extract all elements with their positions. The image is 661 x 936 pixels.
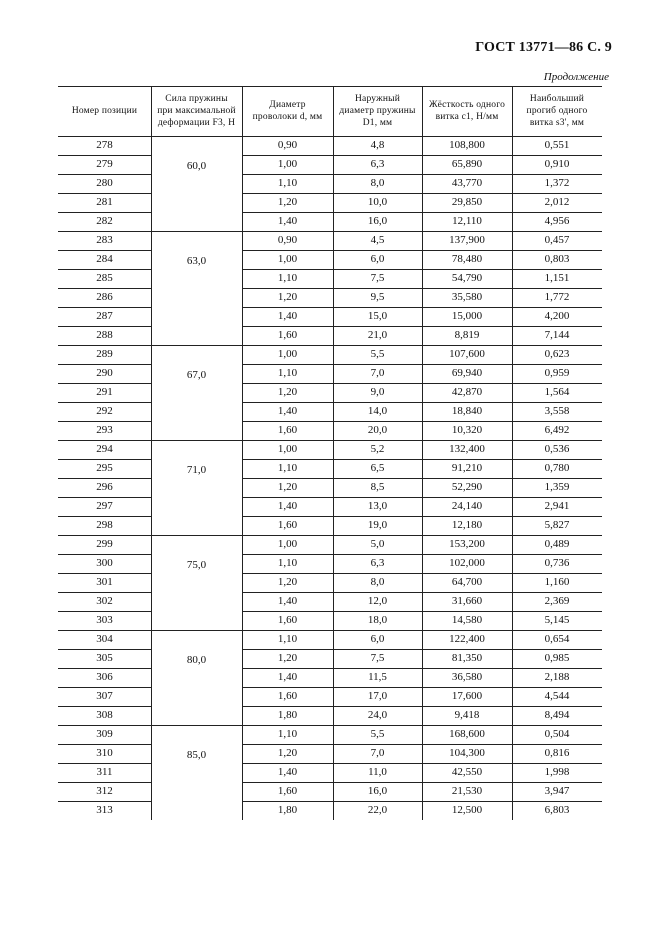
table-cell: 104,300 xyxy=(449,747,485,759)
column-header-line: деформации F3, Н xyxy=(157,118,236,128)
column-header-line: D1, мм xyxy=(362,118,393,128)
table-row xyxy=(58,421,602,440)
table-cell: 6,3 xyxy=(370,158,385,170)
table-cell: 282 xyxy=(96,215,113,227)
table-cell: 2,188 xyxy=(544,671,570,683)
table-cell: 285 xyxy=(96,272,113,284)
table-row xyxy=(58,801,602,820)
force-value: 85,0 xyxy=(186,749,207,761)
table-row xyxy=(58,782,602,801)
column-header-line: диаметр пружины xyxy=(339,106,416,116)
table-cell: 42,550 xyxy=(451,766,483,778)
table-row xyxy=(58,554,602,573)
column-header xyxy=(333,86,422,136)
table-rule xyxy=(58,86,602,87)
table-row xyxy=(58,687,602,706)
table-cell: 0,803 xyxy=(544,253,570,265)
table-cell: 153,200 xyxy=(449,538,485,550)
table-cell: 1,80 xyxy=(277,709,298,721)
table-cell: 11,0 xyxy=(368,766,387,778)
column-header xyxy=(151,86,242,136)
table-cell: 17,600 xyxy=(451,690,483,702)
table-row xyxy=(58,402,602,421)
table-cell: 288 xyxy=(96,329,113,341)
column-header-line: Диаметр xyxy=(269,100,306,110)
table-cell: 2,369 xyxy=(544,595,570,607)
table-cell: 18,840 xyxy=(451,405,483,417)
table-cell: 132,400 xyxy=(449,443,485,455)
table-row xyxy=(58,744,602,763)
table-cell: 279 xyxy=(96,158,113,170)
table-row xyxy=(58,592,602,611)
table-cell: 5,145 xyxy=(544,614,570,626)
table-cell: 5,2 xyxy=(370,443,385,455)
column-header-line: витка c1, Н/мм xyxy=(435,112,499,122)
column-rule xyxy=(512,86,513,820)
table-cell: 0,780 xyxy=(544,462,570,474)
column-header-line: прогиб одного xyxy=(526,106,588,116)
table-cell: 1,772 xyxy=(544,291,570,303)
table-cell: 12,180 xyxy=(451,519,483,531)
table-cell: 1,00 xyxy=(277,253,298,265)
table-cell: 286 xyxy=(96,291,113,303)
column-header xyxy=(242,86,333,136)
table-cell: 1,20 xyxy=(277,652,298,664)
table-cell: 0,489 xyxy=(544,538,570,550)
table-cell: 22,0 xyxy=(367,804,388,816)
table-cell: 35,580 xyxy=(451,291,483,303)
table-cell: 308 xyxy=(96,709,113,721)
force-value: 63,0 xyxy=(186,255,207,267)
table-cell: 309 xyxy=(96,728,113,740)
table-row xyxy=(58,250,602,269)
table-cell: 298 xyxy=(96,519,113,531)
table-cell: 21,0 xyxy=(367,329,388,341)
table-cell: 306 xyxy=(96,671,113,683)
force-value: 71,0 xyxy=(186,464,207,476)
table-cell: 1,20 xyxy=(277,196,298,208)
table-cell: 13,0 xyxy=(367,500,388,512)
table-row xyxy=(58,706,602,725)
column-rule xyxy=(242,86,243,820)
table-cell: 36,580 xyxy=(451,671,483,683)
table-cell: 7,5 xyxy=(370,272,385,284)
table-cell: 1,10 xyxy=(277,728,298,740)
table-cell: 29,850 xyxy=(451,196,483,208)
table-cell: 8,0 xyxy=(370,576,385,588)
table-cell: 295 xyxy=(96,462,113,474)
table-cell: 11,5 xyxy=(368,671,387,683)
table-cell: 10,0 xyxy=(367,196,388,208)
table-cell: 1,10 xyxy=(277,462,298,474)
table-cell: 297 xyxy=(96,500,113,512)
table-cell: 1,80 xyxy=(277,804,298,816)
table-row xyxy=(58,459,602,478)
table-cell: 1,40 xyxy=(277,310,298,322)
table-cell: 107,600 xyxy=(449,348,485,360)
table-cell: 0,90 xyxy=(277,234,298,246)
table-cell: 0,504 xyxy=(544,728,570,740)
table-row xyxy=(58,155,602,174)
table-cell: 1,60 xyxy=(277,614,298,626)
table-cell: 1,20 xyxy=(277,291,298,303)
table-cell: 294 xyxy=(96,443,113,455)
table-cell: 6,0 xyxy=(370,633,385,645)
table-cell: 6,492 xyxy=(544,424,570,436)
table-cell: 12,0 xyxy=(367,595,388,607)
column-rule xyxy=(333,86,334,820)
force-value: 75,0 xyxy=(186,559,207,571)
table-cell: 6,5 xyxy=(370,462,385,474)
table-cell: 1,359 xyxy=(544,481,570,493)
table-cell: 16,0 xyxy=(367,785,388,797)
table-cell: 168,600 xyxy=(449,728,485,740)
table-cell: 17,0 xyxy=(367,690,388,702)
table-row xyxy=(58,516,602,535)
table-cell: 1,00 xyxy=(277,443,298,455)
table-cell: 0,90 xyxy=(277,139,298,151)
table-row xyxy=(58,763,602,782)
table-cell: 108,800 xyxy=(449,139,485,151)
table-cell: 289 xyxy=(96,348,113,360)
table-cell: 301 xyxy=(96,576,113,588)
table-cell: 0,910 xyxy=(544,158,570,170)
table-row xyxy=(58,174,602,193)
table-cell: 1,00 xyxy=(277,538,298,550)
table-row xyxy=(58,193,602,212)
table-cell: 12,500 xyxy=(451,804,483,816)
table-cell: 5,5 xyxy=(370,348,385,360)
column-header xyxy=(422,86,512,136)
table-cell: 6,0 xyxy=(370,253,385,265)
table-cell: 7,5 xyxy=(370,652,385,664)
table-cell: 1,00 xyxy=(277,348,298,360)
table-cell: 305 xyxy=(96,652,113,664)
table-cell: 4,956 xyxy=(544,215,570,227)
spring-data-table xyxy=(58,86,602,820)
table-row xyxy=(58,345,602,364)
table-cell: 1,20 xyxy=(277,481,298,493)
table-cell: 20,0 xyxy=(367,424,388,436)
table-cell: 5,827 xyxy=(544,519,570,531)
table-cell: 15,0 xyxy=(367,310,388,322)
table-cell: 3,558 xyxy=(544,405,570,417)
table-cell: 19,0 xyxy=(367,519,388,531)
table-row xyxy=(58,288,602,307)
table-cell: 8,5 xyxy=(370,481,385,493)
table-cell: 8,0 xyxy=(370,177,385,189)
table-cell: 12,110 xyxy=(452,215,482,227)
table-cell: 24,0 xyxy=(367,709,388,721)
table-row xyxy=(58,383,602,402)
table-cell: 1,10 xyxy=(277,367,298,379)
table-cell: 1,60 xyxy=(277,690,298,702)
table-cell: 1,60 xyxy=(277,785,298,797)
table-row xyxy=(58,611,602,630)
table-cell: 1,40 xyxy=(277,500,298,512)
force-value: 60,0 xyxy=(186,160,207,172)
table-cell: 9,5 xyxy=(370,291,385,303)
table-cell: 283 xyxy=(96,234,113,246)
table-cell: 3,947 xyxy=(544,785,570,797)
table-cell: 54,790 xyxy=(451,272,483,284)
table-cell: 6,803 xyxy=(544,804,570,816)
table-row xyxy=(58,326,602,345)
column-header xyxy=(58,86,151,136)
table-cell: 24,140 xyxy=(451,500,483,512)
table-cell: 1,20 xyxy=(277,576,298,588)
table-cell: 18,0 xyxy=(367,614,388,626)
table-cell: 8,494 xyxy=(544,709,570,721)
table-cell: 16,0 xyxy=(367,215,388,227)
table-cell: 7,0 xyxy=(370,367,385,379)
table-cell: 7,144 xyxy=(544,329,570,341)
table-cell: 15,000 xyxy=(451,310,483,322)
table-cell: 1,40 xyxy=(277,671,298,683)
table-row xyxy=(58,535,602,554)
table-row xyxy=(58,497,602,516)
table-cell: 0,623 xyxy=(544,348,570,360)
table-cell: 1,10 xyxy=(277,557,298,569)
table-cell: 313 xyxy=(96,804,113,816)
table-cell: 1,00 xyxy=(277,158,298,170)
force-value: 80,0 xyxy=(186,654,207,666)
table-cell: 307 xyxy=(96,690,113,702)
table-cell: 4,5 xyxy=(370,234,385,246)
table-cell: 1,564 xyxy=(544,386,570,398)
table-cell: 2,012 xyxy=(544,196,570,208)
continuation-label: Продолжение xyxy=(543,71,609,83)
column-header-line: при максимальной xyxy=(157,106,236,116)
table-cell: 78,480 xyxy=(451,253,483,265)
table-cell: 6,3 xyxy=(370,557,385,569)
table-cell: 7,0 xyxy=(370,747,385,759)
force-value: 67,0 xyxy=(186,369,207,381)
table-cell: 0,816 xyxy=(544,747,570,759)
table-cell: 1,151 xyxy=(544,272,570,284)
table-cell: 0,985 xyxy=(544,652,570,664)
table-cell: 0,551 xyxy=(544,139,570,151)
table-cell: 284 xyxy=(96,253,113,265)
table-cell: 14,0 xyxy=(367,405,388,417)
table-cell: 137,900 xyxy=(449,234,485,246)
table-row xyxy=(58,269,602,288)
table-row xyxy=(58,630,602,649)
table-cell: 0,959 xyxy=(544,367,570,379)
table-cell: 1,160 xyxy=(544,576,570,588)
table-row xyxy=(58,231,602,250)
table-cell: 291 xyxy=(96,386,113,398)
table-cell: 1,10 xyxy=(277,633,298,645)
table-cell: 312 xyxy=(96,785,113,797)
table-cell: 290 xyxy=(96,367,113,379)
table-row xyxy=(58,136,602,155)
table-cell: 64,700 xyxy=(451,576,483,588)
table-cell: 1,10 xyxy=(277,177,298,189)
column-header-line: Номер позиции xyxy=(71,106,138,116)
column-header-line: Наибольший xyxy=(529,94,585,104)
table-cell: 1,60 xyxy=(277,424,298,436)
column-header-line: Наружный xyxy=(354,94,401,104)
table-cell: 293 xyxy=(96,424,113,436)
table-cell: 8,819 xyxy=(454,329,480,341)
table-cell: 1,40 xyxy=(277,595,298,607)
table-cell: 69,940 xyxy=(451,367,483,379)
column-header-line: витка s3', мм xyxy=(529,118,585,128)
table-cell: 300 xyxy=(96,557,113,569)
table-cell: 5,5 xyxy=(370,728,385,740)
table-cell: 1,40 xyxy=(277,405,298,417)
table-cell: 311 xyxy=(96,766,113,778)
table-cell: 304 xyxy=(96,633,113,645)
table-row xyxy=(58,725,602,744)
table-row xyxy=(58,573,602,592)
table-cell: 5,0 xyxy=(370,538,385,550)
table-cell: 43,770 xyxy=(451,177,483,189)
column-rule xyxy=(422,86,423,820)
table-cell: 1,40 xyxy=(277,215,298,227)
table-cell: 296 xyxy=(96,481,113,493)
table-cell: 65,890 xyxy=(451,158,483,170)
table-cell: 31,660 xyxy=(451,595,483,607)
table-cell: 1,60 xyxy=(277,329,298,341)
table-cell: 280 xyxy=(96,177,113,189)
table-cell: 52,290 xyxy=(451,481,483,493)
table-cell: 310 xyxy=(96,747,113,759)
table-cell: 0,736 xyxy=(544,557,570,569)
table-cell: 299 xyxy=(96,538,113,550)
table-cell: 102,000 xyxy=(449,557,485,569)
column-header-line: проволоки d, мм xyxy=(252,112,323,122)
column-header-line: Жёсткость одного xyxy=(428,100,506,110)
table-row xyxy=(58,364,602,383)
table-cell: 1,60 xyxy=(277,519,298,531)
table-row xyxy=(58,649,602,668)
table-cell: 81,350 xyxy=(451,652,483,664)
table-cell: 122,400 xyxy=(449,633,485,645)
table-row xyxy=(58,478,602,497)
table-cell: 1,998 xyxy=(544,766,570,778)
table-cell: 0,536 xyxy=(544,443,570,455)
table-cell: 292 xyxy=(96,405,113,417)
column-rule xyxy=(151,86,152,820)
table-cell: 302 xyxy=(96,595,113,607)
table-cell: 0,457 xyxy=(544,234,570,246)
table-cell: 21,530 xyxy=(451,785,483,797)
page-title: ГОСТ 13771—86 С. 9 xyxy=(475,40,612,55)
table-cell: 2,941 xyxy=(544,500,570,512)
table-cell: 4,8 xyxy=(370,139,385,151)
table-cell: 4,200 xyxy=(544,310,570,322)
table-cell: 1,20 xyxy=(277,386,298,398)
table-cell: 1,10 xyxy=(277,272,298,284)
table-cell: 14,580 xyxy=(451,614,483,626)
table-cell: 4,544 xyxy=(544,690,570,702)
table-cell: 9,418 xyxy=(454,709,480,721)
table-cell: 303 xyxy=(96,614,113,626)
table-cell: 278 xyxy=(96,139,113,151)
column-header-line: Сила пружины xyxy=(165,94,228,104)
table-cell: 287 xyxy=(96,310,113,322)
table-cell: 91,210 xyxy=(451,462,483,474)
table-row xyxy=(58,440,602,459)
table-cell: 9,0 xyxy=(370,386,385,398)
table-row xyxy=(58,668,602,687)
table-cell: 42,870 xyxy=(451,386,483,398)
table-row xyxy=(58,307,602,326)
table-cell: 10,320 xyxy=(451,424,483,436)
table-row xyxy=(58,212,602,231)
table-cell: 1,20 xyxy=(277,747,298,759)
column-header xyxy=(512,86,602,136)
table-cell: 1,372 xyxy=(544,177,570,189)
table-cell: 1,40 xyxy=(277,766,298,778)
table-cell: 281 xyxy=(96,196,113,208)
table-cell: 0,654 xyxy=(544,633,570,645)
